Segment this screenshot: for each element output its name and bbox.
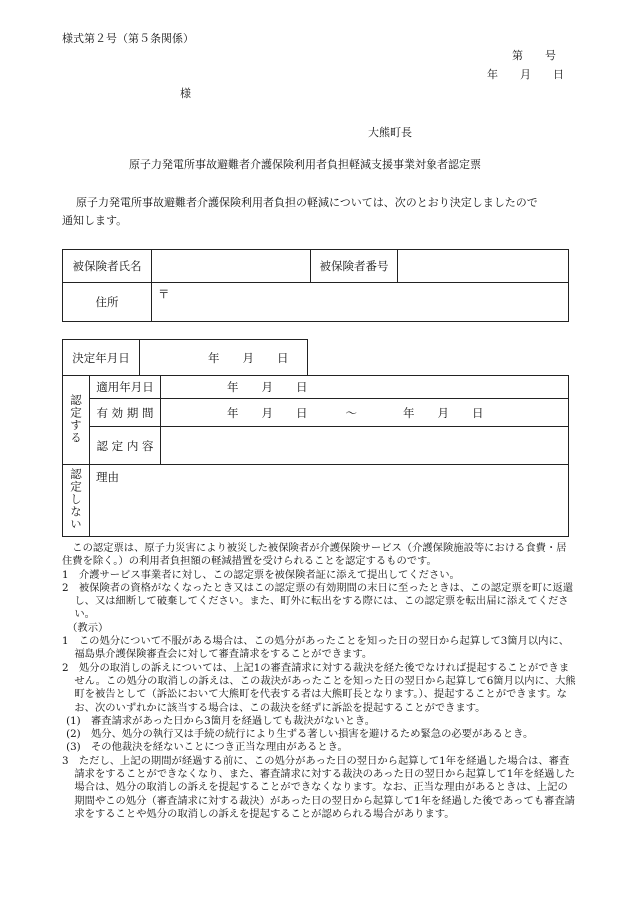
reject-section bbox=[63, 465, 90, 537]
instruction-2-item-3: (3) その他裁決を経ないことにつき正当な理由があるとき。 bbox=[66, 741, 348, 754]
apply-date-field[interactable]: 年 月 日 bbox=[161, 376, 569, 399]
address-field[interactable] bbox=[152, 283, 569, 322]
instruction-2-item-1: (1) 審査請求があった日から3箇月を経過しても裁決がないとき。 bbox=[66, 714, 376, 727]
insured-number-field[interactable] bbox=[398, 250, 569, 283]
instruction-heading: （教示） bbox=[67, 621, 109, 634]
intro-line-1: 原子力発電所事故避難者介護保険利用者負担の軽減については、次のとおり決定しましたので bbox=[76, 196, 538, 209]
period-label: 有 効 期 間 bbox=[90, 399, 161, 427]
instruction-1: 1 この処分について不服がある場合は、この処分があったことを知った日の翌日から起算して3箇月以内に、福島県介護保険審査会に対して審査請求をすることができます。 bbox=[62, 635, 570, 661]
period-tilde: ～ bbox=[345, 405, 357, 420]
document-number: 第 号 bbox=[512, 49, 556, 62]
recipient-suffix: 様 bbox=[180, 87, 191, 100]
period-field[interactable] bbox=[161, 399, 569, 427]
insured-name-label: 被保険者氏名 bbox=[63, 250, 152, 283]
form-number: 様式第２号（第５条関係） bbox=[62, 32, 194, 45]
apply-date-label: 適用年月日 bbox=[90, 376, 161, 399]
insured-name-field[interactable] bbox=[152, 250, 311, 283]
issuer-name: 大熊町長 bbox=[368, 126, 412, 139]
instruction-3: 3 ただし、上記の期間が経過する前に、この処分があった日の翌日から起算して1年を経過した場合は、審査請求をすることができなくなり、また、審査請求に対する裁決のあった日の翌日から起算して1年を経過した場合は、処分の取消しの訴えを提起することができなくなります。なお、正当な理由があるときは、上記の期間やこの処分（審査請求に対する裁決）があった日の翌日から起算して1年を経過した後であっても審査請求をすることや処分の取消しの訴えを提起することが認められる場合があります。 bbox=[62, 754, 576, 820]
approve-label: 認定する bbox=[69, 393, 83, 444]
notes-section bbox=[62, 542, 576, 821]
issue-date: 年 月 日 bbox=[487, 68, 564, 81]
reason-field[interactable] bbox=[90, 465, 569, 537]
period-start: 年 月 日 bbox=[227, 405, 308, 420]
document-title: 原子力発電所事故避難者介護保険利用者負担軽減支援事業対象者認定票 bbox=[129, 158, 481, 171]
decision-date-field[interactable]: 年 月 日 bbox=[140, 340, 308, 376]
note-2: 2 被保険者の資格がなくなったとき又はこの認定票の有効期間の末日に至ったときは、この認定票を町に返還し、又は細断して破棄してください。また、町外に転出をする際には、この認定票を転出届に添えてください。 bbox=[62, 581, 574, 621]
reject-table bbox=[62, 464, 569, 537]
note-intro: この認定票は、原子力災害により被災した被保険者が介護保険サービス（介護保険施設等における食費・居住費を除く。）の利用者負担額の軽減措置を受けられることを認定するものです。 bbox=[62, 542, 567, 568]
approve-section bbox=[63, 376, 90, 465]
postal-mark: 〒 bbox=[158, 287, 170, 301]
reason-label: 理由 bbox=[96, 470, 119, 484]
intro-line-2: 通知します。 bbox=[62, 214, 128, 227]
address-label: 住所 bbox=[63, 283, 152, 322]
decision-date-table bbox=[62, 339, 308, 376]
period-end: 年 月 日 bbox=[403, 405, 484, 420]
content-label: 認 定 内 容 bbox=[90, 427, 161, 465]
insured-number-label: 被保険者番号 bbox=[311, 250, 398, 283]
instruction-2-item-2: (2) 処分、処分の執行又は手続の続行により生ずる著しい損害を避けるため緊急の必要があるとき。 bbox=[66, 728, 534, 741]
reject-label: 認定しない bbox=[69, 467, 83, 531]
note-1: 1 介護サービス事業者に対し、この認定票を被保険者証に添えて提出してください。 bbox=[62, 568, 460, 581]
content-field[interactable] bbox=[161, 427, 569, 465]
decision-date-label: 決定年月日 bbox=[63, 340, 140, 376]
approve-table bbox=[62, 375, 569, 465]
instruction-2: 2 処分の取消しの訴えについては、上記1の審査請求に対する裁決を経た後でなければ提起することができません。この処分の取消しの訴えは、この裁決があったことを知った日の翌日から起算して6箇月以内に、大熊町を被告として（訴訟において大熊町を代表する者は大熊町長となります。）、提起することができます。なお、次のいずれかに該当する場合は、この裁決を経ずに訴訟を提起することができます。 bbox=[62, 661, 576, 714]
insured-table bbox=[62, 249, 569, 322]
